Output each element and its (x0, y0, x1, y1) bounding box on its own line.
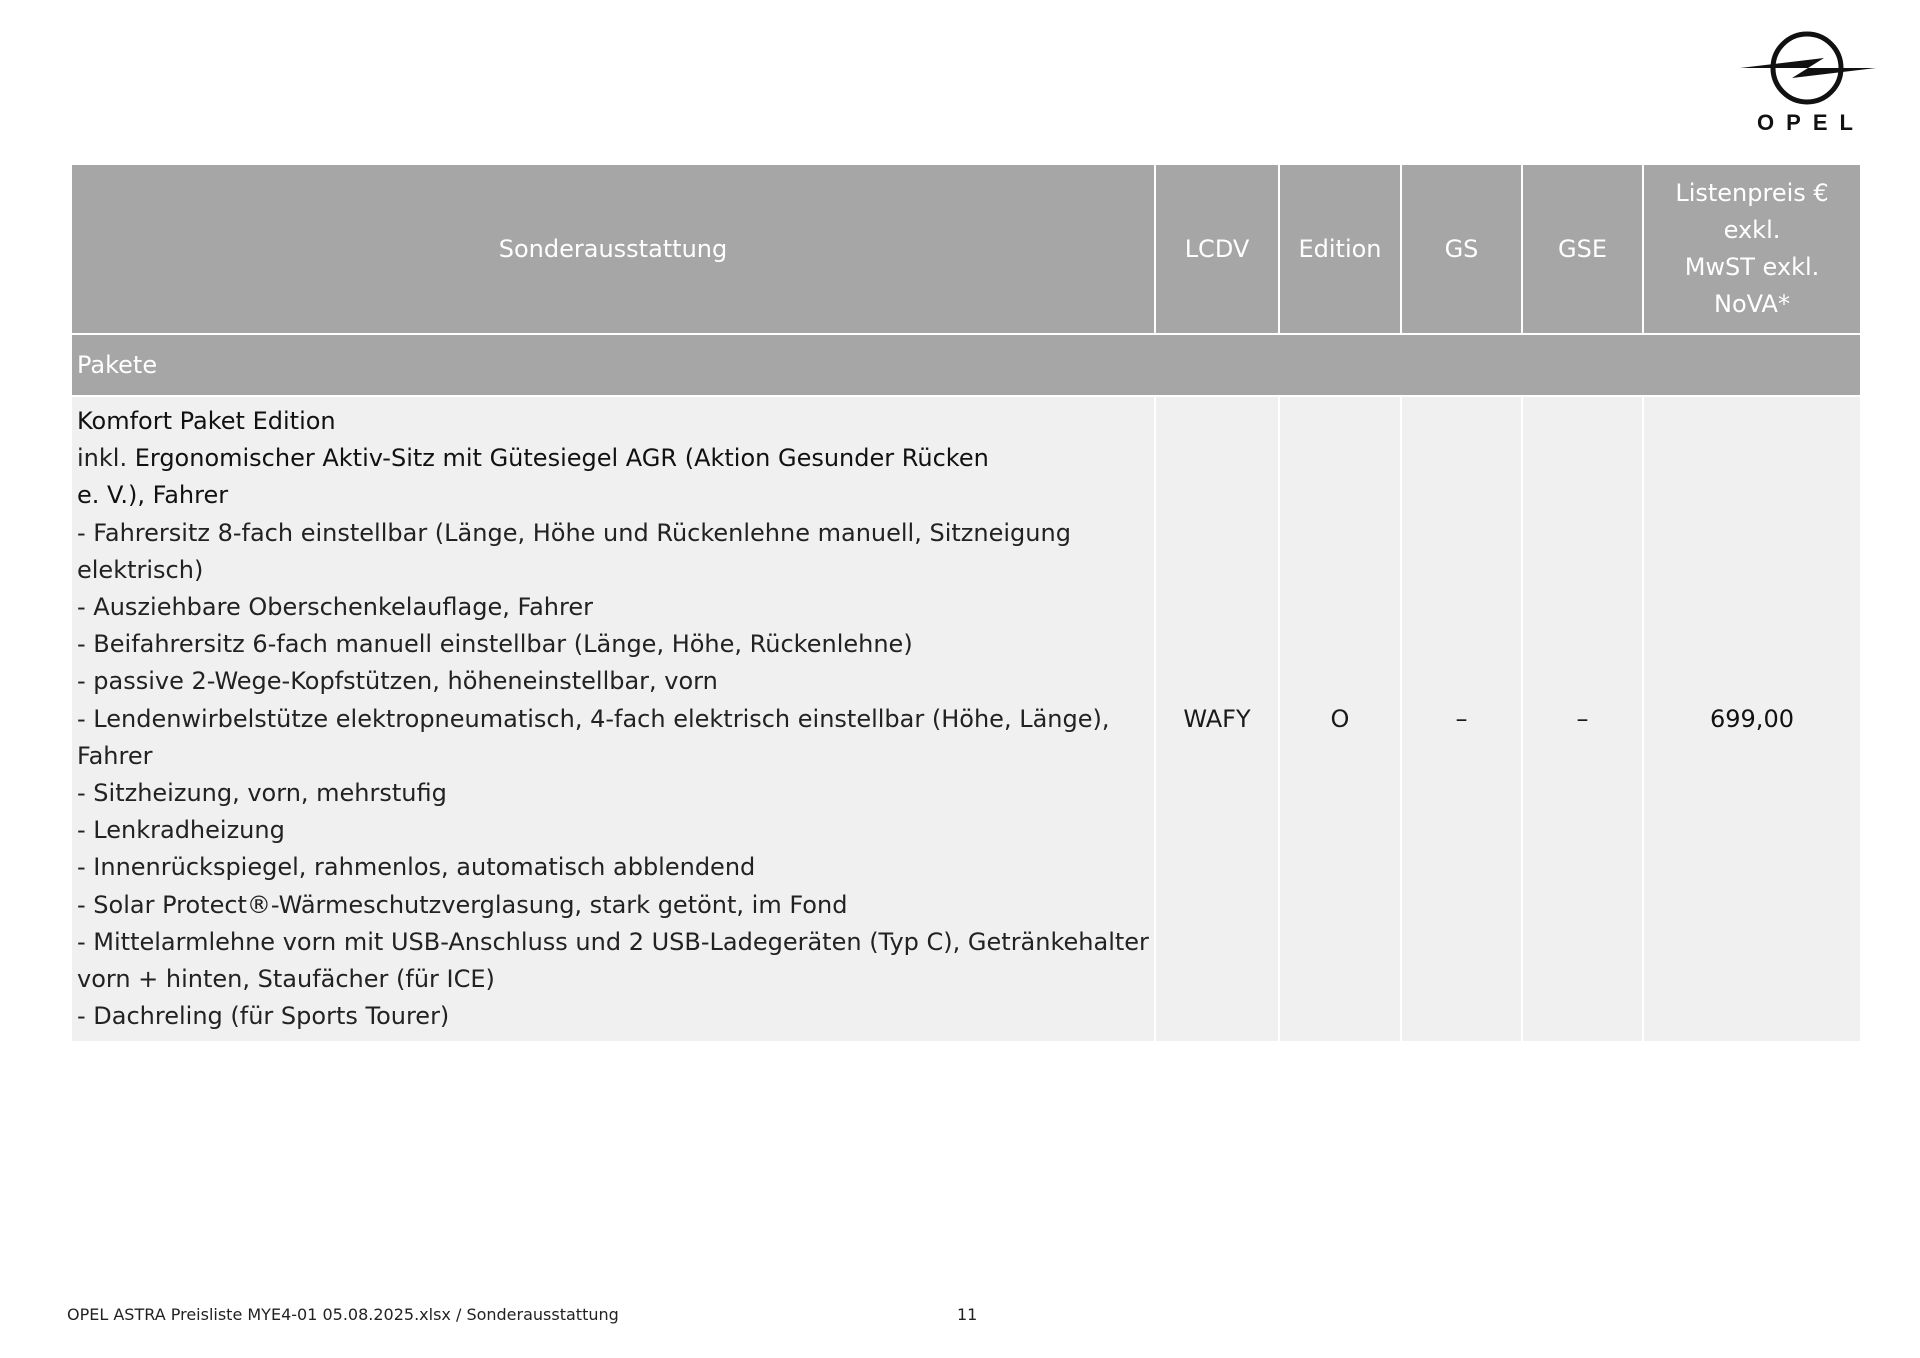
equipment-price-table (70, 163, 1862, 1043)
package-description (71, 396, 1155, 1042)
header-gs: GS (1401, 164, 1522, 334)
feature-line: - Innenrückspiegel, rahmenlos, automatisch abblendend (77, 853, 756, 882)
feature-line: - Solar Protect®-Wärmeschutzverglasung, stark getönt, im Fond (77, 890, 848, 919)
header-edition: Edition (1279, 164, 1401, 334)
feature-line: - Fahrersitz 8-fach einstellbar (Länge, Höhe und Rückenlehne manuell, Sitzneigung (77, 518, 1071, 547)
section-row-pakete (71, 334, 1861, 396)
header-sonderausstattung: Sonderausstattung (71, 164, 1155, 334)
feature-line: - Mittelarmlehne vorn mit USB-Anschluss und 2 USB-Ladegeräten (Typ C), Getränkehalter (77, 927, 1149, 956)
package-title: Komfort Paket Edition (77, 407, 336, 435)
header-lcdv: LCDV (1155, 164, 1279, 334)
section-label: Pakete (71, 334, 1861, 396)
feature-line: - passive 2-Wege-Kopfstützen, höheneinstellbar, vorn (77, 667, 718, 696)
incl-feature-continued: e. V.), Fahrer (77, 481, 229, 510)
feature-line: elektrisch) (77, 555, 204, 584)
header-price-line: NoVA* (1714, 290, 1790, 318)
header-listenpreis (1643, 164, 1861, 334)
edition-availability: O (1279, 396, 1401, 1042)
feature-line: - Ausziehbare Oberschenkelauflage, Fahrer (77, 593, 593, 622)
feature-line: - Sitzheizung, vorn, mehrstufig (77, 779, 447, 808)
opel-logo (1738, 28, 1878, 138)
incl-prefix: inkl. (77, 444, 135, 473)
gse-availability: – (1522, 396, 1643, 1042)
footer-source: OPEL ASTRA Preisliste MYE4-01 05.08.2025.xlsx / Sonderausstattung (67, 1305, 619, 1324)
gs-availability: – (1401, 396, 1522, 1042)
feature-line: - Dachreling (für Sports Tourer) (77, 1002, 450, 1031)
brand-name: OPEL (1757, 110, 1865, 135)
header-price-line: exkl. (1723, 216, 1781, 244)
feature-line: Fahrer (77, 741, 153, 770)
package-includes (77, 440, 1149, 477)
feature-line: - Lenkradheizung (77, 816, 285, 845)
opel-blitz-icon (1738, 28, 1878, 108)
table-row (71, 396, 1861, 1042)
incl-feature: Ergonomischer Aktiv-Sitz mit Gütesiegel AGR (Aktion Gesunder Rücken (134, 444, 989, 473)
page-number: 11 (957, 1305, 978, 1324)
feature-line: - Lendenwirbelstütze elektropneumatisch, 4-fach elektrisch einstellbar (Höhe, Länge), (77, 704, 1110, 733)
header-price-line: MwST exkl. (1684, 253, 1820, 281)
table-header-row (71, 164, 1861, 334)
feature-line: - Beifahrersitz 6-fach manuell einstellbar (Länge, Höhe, Rückenlehne) (77, 630, 913, 659)
lcdv-code: WAFY (1155, 396, 1279, 1042)
list-price: 699,00 (1643, 396, 1861, 1042)
feature-line: vorn + hinten, Staufächer (für ICE) (77, 965, 495, 994)
header-price-line: Listenpreis € (1675, 179, 1829, 207)
header-gse: GSE (1522, 164, 1643, 334)
